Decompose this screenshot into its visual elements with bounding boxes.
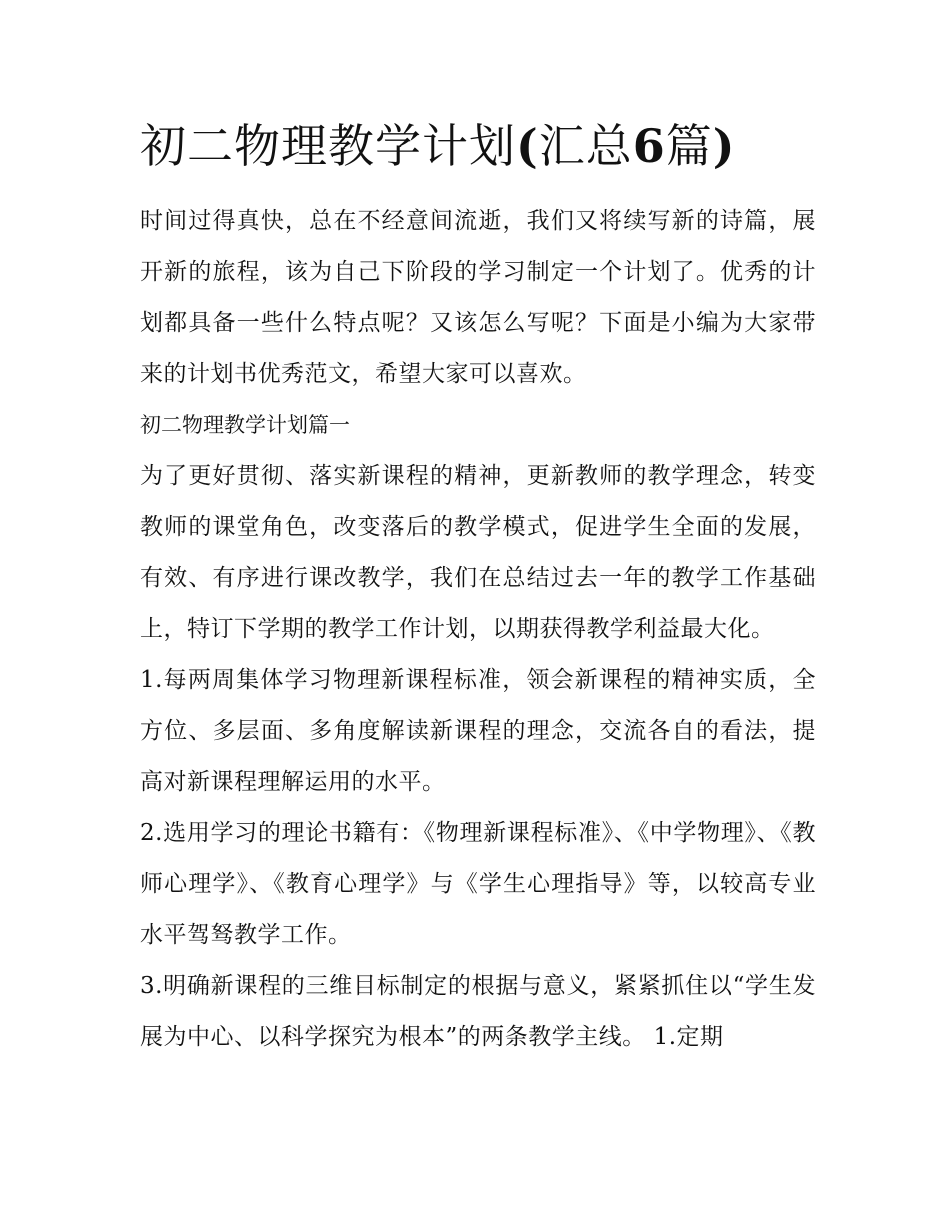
title-paren-open: ( bbox=[516, 119, 539, 173]
title-paren-close: ) bbox=[712, 119, 736, 173]
list-item: 2.选用学习的理论书籍有：《物理新课程标准》、《中学物理》、《教师心理学》、《教育心理学》与《学生心理指导》等，以较高专业水平驾驽教学工作。 bbox=[140, 820, 816, 948]
title-prefix: 初二物理教学计划 bbox=[140, 119, 516, 173]
title-number: 6 bbox=[632, 119, 666, 173]
title-main: 汇总 bbox=[538, 119, 633, 173]
list-item: 1.每两周集体学习物理新课程标准，领会新课程的精神实质，全方位、多层面、多角度解读新课程的理念，交流各自的看法，提高对新课程理解运用的水平。 bbox=[140, 667, 816, 795]
intro-paragraph: 时间过得真快，总在不经意间流逝，我们又将续写新的诗篇，展开新的旅程，该为自己下阶段的学习制定一个计划了。优秀的计划都具备一些什么特点呢？又该怎么写呢？下面是小编为大家带来的计划书优秀范文，希望大家可以喜欢。 bbox=[140, 208, 816, 387]
list-item: 3.明确新课程的三维目标制定的根据与意义，紧紧抓住以“学生发展为中心、以科学探究为根本”的两条教学主线。 1.定期 bbox=[140, 973, 816, 1050]
section-heading: 初二物理教学计划篇一 bbox=[140, 413, 350, 437]
title-suffix: 篇 bbox=[665, 119, 713, 173]
document-body bbox=[140, 110, 816, 1063]
section-intro-paragraph: 为了更好贯彻、落实新课程的精神，更新教师的教学理念，转变教师的课堂角色，改变落后的教学模式，促进学生全面的发展，有效、有序进行课改教学，我们在总结过去一年的教学工作基础上，特订下学期的教学工作计划，以期获得教学利益最大化。 bbox=[140, 463, 816, 642]
document-title bbox=[140, 110, 816, 182]
